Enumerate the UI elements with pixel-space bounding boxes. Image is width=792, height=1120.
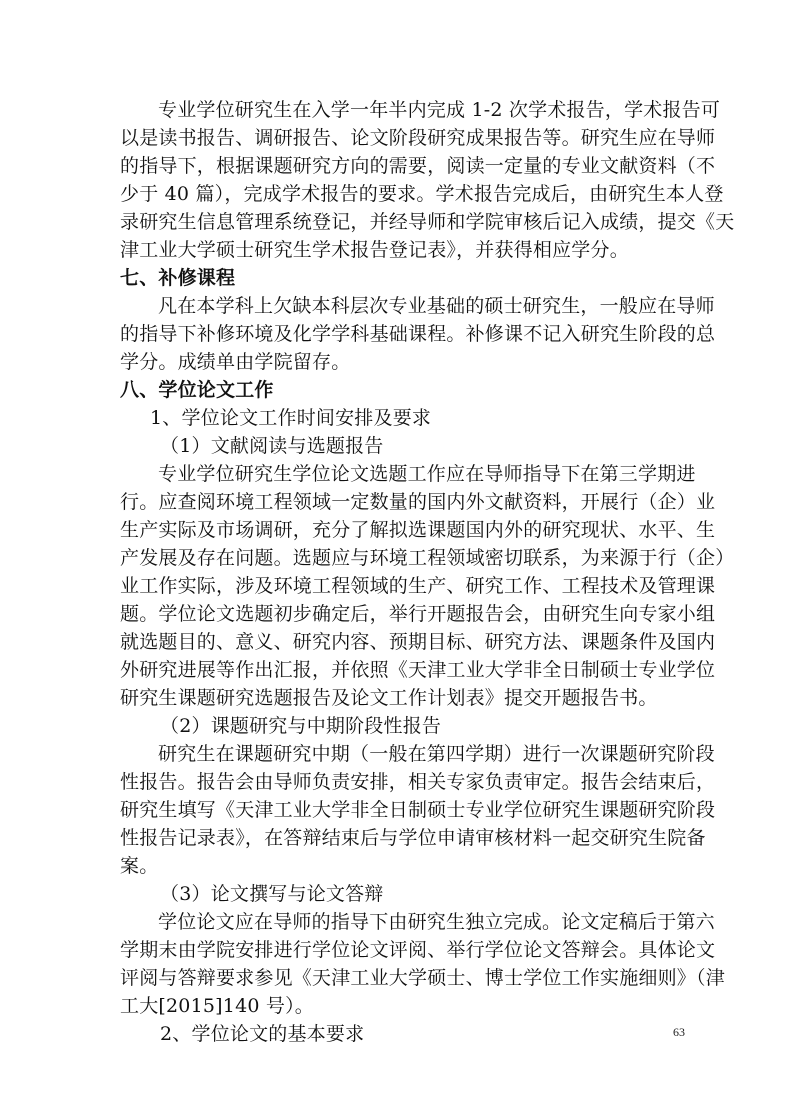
text-line: 的指导下，根据课题研究方向的需要，阅读一定量的专业文献资料（不 [120,155,716,177]
document-page [120,96,735,1048]
text-line: 行。应查阅环境工程领域一定数量的国内外文献资料，开展行（企）业 [120,491,716,513]
text-line: 专业学位研究生学位论文选题工作应在导师指导下在第三学期进 [158,463,696,485]
section-heading [120,264,695,292]
text-line: 性报告记录表》，在答辩结束后与学位申请审核材料一起交研究生院备 [120,827,706,849]
subsection-heading [120,404,695,432]
text-line: 研究生课题研究选题报告及论文工作计划表》提交开题报告书。 [120,687,658,709]
text-line: 专业学位研究生在入学一年半内完成 1-2 次学术报告，学术报告可 [158,99,721,121]
text-line: 的指导下补修环境及化学学科基础课程。补修课不记入研究生阶段的总 [120,323,716,345]
text-line: 以是读书报告、调研报告、论文阶段研究成果报告等。研究生应在导师 [120,127,716,149]
text-line: 录研究生信息管理系统登记，并经导师和学院审核后记入成绩，提交《天 [120,211,735,233]
text-line: 学位论文应在导师的指导下由研究生独立完成。论文定稿后于第六 [158,911,715,933]
body-paragraph [120,292,716,376]
body-paragraph [120,908,725,1020]
section-heading [120,376,695,404]
text-line: 津工业大学硕士研究生学术报告登记表》，并获得相应学分。 [120,239,629,261]
text-line: 七、补修课程 [120,267,236,289]
body-paragraph [120,460,735,712]
text-line: 工大[2015]140 号）。 [120,995,314,1017]
subsection-heading [120,880,695,908]
text-line: 产发展及存在问题。选题应与环境工程领域密切联系，为来源于行（企） [120,547,735,569]
text-line: 性报告。报告会由导师负责安排，相关专家负责审定。报告会结束后， [120,771,716,793]
body-paragraph [120,96,735,264]
text-line: 就选题目的、意义、研究内容、预期目标、研究方法、课题条件及国内 [120,631,716,653]
text-line: 生产实际及市场调研，充分了解拟选课题国内外的研究现状、水平、生 [120,519,716,541]
text-line: 2、学位论文的基本要求 [160,1023,365,1045]
text-line: 学期末由学院安排进行学位论文评阅、举行学位论文答辩会。具体论文 [120,939,716,961]
body-paragraph [120,740,716,880]
text-line: 1、学位论文工作时间安排及要求 [150,407,432,429]
text-line: （1）文献阅读与选题报告 [160,435,384,457]
text-line: 题。学位论文选题初步确定后，举行开题报告会，由研究生向专家小组 [120,603,716,625]
text-line: 评阅与答辩要求参见《天津工业大学硕士、博士学位工作实施细则》（津 [120,967,725,989]
subsection-heading [120,712,695,740]
page-number: 63 [673,1025,685,1039]
text-line: 外研究进展等作出汇报，并依照《天津工业大学非全日制硕士专业学位 [120,659,716,681]
subsection-heading [120,432,695,460]
text-line: 学分。成绩单由学院留存。 [120,351,351,373]
subsection-heading [120,1020,695,1048]
text-line: （2）课题研究与中期阶段性报告 [160,715,442,737]
text-line: （3）论文撰写与论文答辩 [160,883,384,905]
text-line: 研究生填写《天津工业大学非全日制硕士专业学位研究生课题研究阶段 [120,799,716,821]
text-line: 研究生在课题研究中期（一般在第四学期）进行一次课题研究阶段 [158,743,715,765]
text-line: 凡在本学科上欠缺本科层次专业基础的硕士研究生，一般应在导师 [158,295,715,317]
text-line: 案。 [120,855,159,877]
text-line: 业工作实际，涉及环境工程领域的生产、研究工作、工程技术及管理课 [120,575,716,597]
text-line: 少于 40 篇），完成学术报告的要求。学术报告完成后，由研究生本人登 [120,183,724,205]
text-line: 八、学位论文工作 [120,379,274,401]
